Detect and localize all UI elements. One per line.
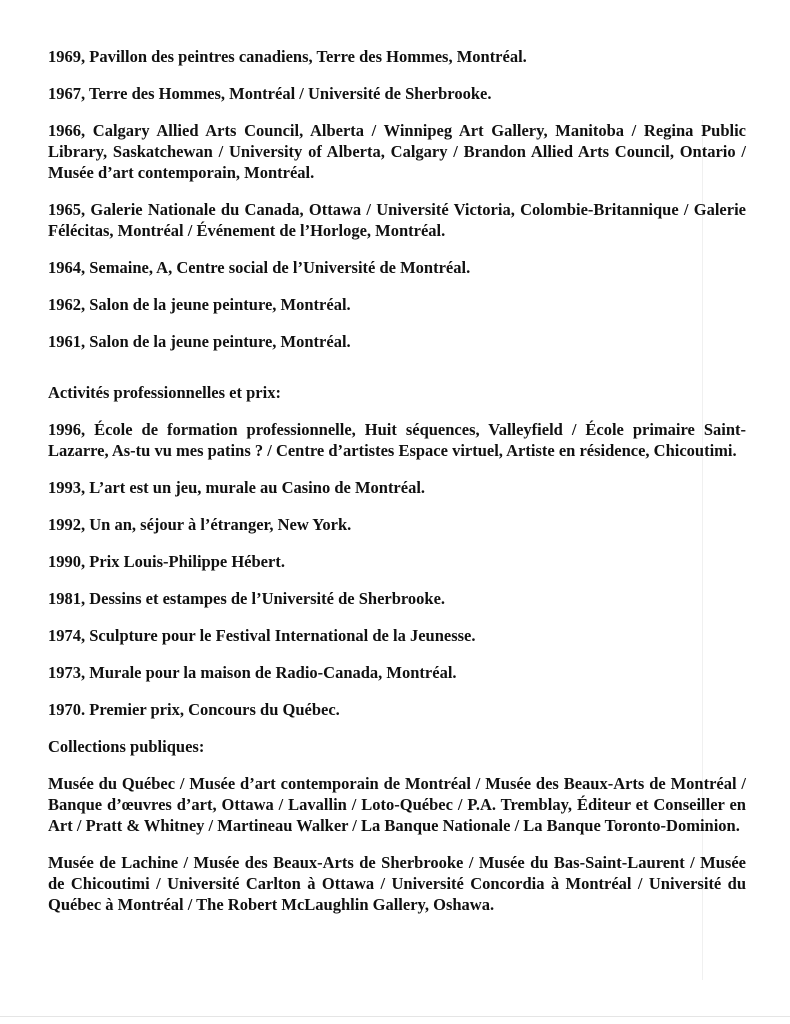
- activity-entry: 1992, Un an, séjour à l’étranger, New York.: [48, 515, 352, 534]
- collection-entry: Musée de Lachine / Musée des Beaux-Arts de Sherbrooke / Musée du Bas-Saint-Laurent / Musée de Chicoutimi / Université Carlton à Ottawa / Université Concordia à Montréal / Université du Québec à Montréal / The Robert McLaughlin Gallery, Oshawa.: [48, 853, 746, 914]
- activity-entry: 1996, École de formation professionnelle, Huit séquences, Valleyfield / École primaire Saint-Lazarre, As-tu vu mes patins ? / Centre d’artistes Espace virtuel, Artiste en résidence, Chicoutimi.: [48, 420, 746, 460]
- activity-entry: 1973, Murale pour la maison de Radio-Canada, Montréal.: [48, 663, 457, 682]
- activity-entry: 1970. Premier prix, Concours du Québec.: [48, 700, 340, 719]
- activity-entry: 1981, Dessins et estampes de l’Université de Sherbrooke.: [48, 589, 446, 608]
- exhibition-entry: 1966, Calgary Allied Arts Council, Alberta / Winnipeg Art Gallery, Manitoba / Regina Public Library, Saskatchewan / University of Alberta, Calgary / Brandon Allied Arts Council, Ontario / Musée d’art contemporain, Montréal.: [48, 121, 746, 182]
- activity-entry: 1990, Prix Louis-Philippe Hébert.: [48, 552, 285, 571]
- exhibition-entry: 1967, Terre des Hommes, Montréal / Université de Sherbrooke.: [48, 84, 492, 103]
- collection-entry: Musée du Québec / Musée d’art contemporain de Montréal / Musée des Beaux-Arts de Montréal / Banque d’œuvres d’art, Ottawa / Lavallin / Loto-Québec / P.A. Tremblay, Éditeur et Conseiller en Art / Pratt & Whitney / Martineau Walker / La Banque Nationale / La Banque Toronto-Dominion.: [48, 774, 746, 835]
- exhibition-entry: 1964, Semaine, A, Centre social de l’Université de Montréal.: [48, 258, 471, 277]
- exhibition-entry: 1965, Galerie Nationale du Canada, Ottawa / Université Victoria, Colombie-Britannique / Galerie Félécitas, Montréal / Événement de l’Horloge, Montréal.: [48, 200, 746, 240]
- activities-heading: Activités professionnelles et prix:: [48, 383, 281, 402]
- exhibition-entry: 1962, Salon de la jeune peinture, Montréal.: [48, 295, 351, 314]
- exhibition-entry: 1969, Pavillon des peintres canadiens, Terre des Hommes, Montréal.: [48, 47, 527, 66]
- activity-entry: 1974, Sculpture pour le Festival International de la Jeunesse.: [48, 626, 476, 645]
- collections-heading: Collections publiques:: [48, 737, 205, 756]
- activity-entry: 1993, L’art est un jeu, murale au Casino de Montréal.: [48, 478, 426, 497]
- exhibition-entry: 1961, Salon de la jeune peinture, Montréal.: [48, 332, 351, 351]
- page-bottom-edge: [0, 1016, 790, 1017]
- document-body: [48, 46, 746, 931]
